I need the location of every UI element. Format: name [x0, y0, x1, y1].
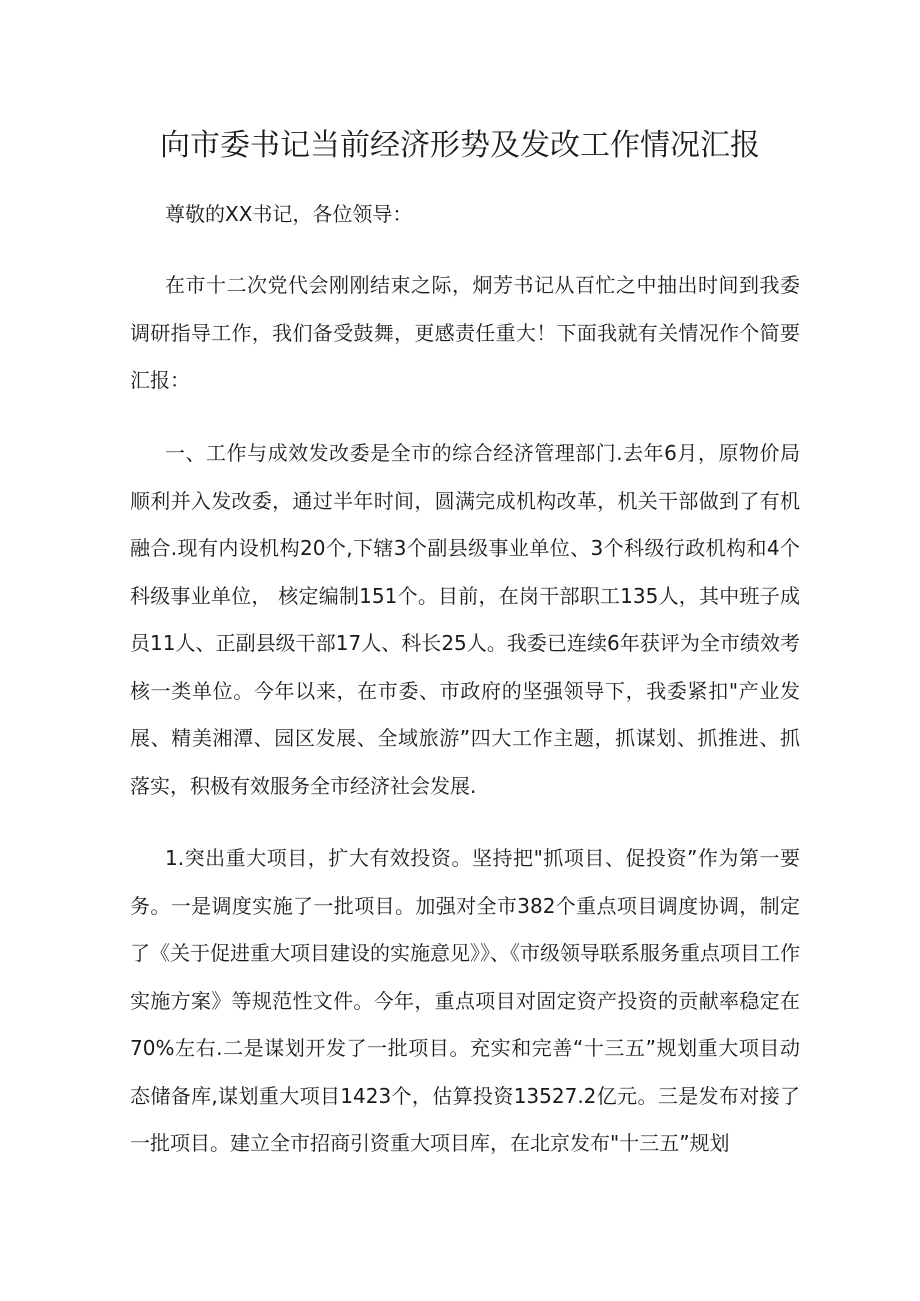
paragraph-intro: 在市十二次党代会刚刚结束之际，炯芳书记从百忙之中抽出时间到我委调研指导工作，我们备受鼓舞，更感责任重大！下面我就有关情况作个简要汇报：	[130, 273, 800, 392]
document-title: 向市委书记当前经济形势及发改工作情况汇报	[160, 128, 760, 163]
paragraph-major-projects: 1.突出重大项目，扩大有效投资。坚持把"抓项目、促投资”作为第一要务。一是调度实施了一批项目。加强对全市382个重点项目调度协调，制定了《关于促进重大项目建设的实施意见》》、《市级领导联系服务重点项目工作实施方案》等规范性文件。今年，重点项目对固定资产投资的贡献率稳定在70%左右.二是谋划开发了一批项目。充实和完善“十三五”规划重大项目动态储备库,谋划重大项目1423个，估算投资13527.2亿元。三是发布对接了一批项目。建立全市招商引资重大项目库，在北京发布"十三五”规划	[130, 846, 800, 1155]
paragraph-work-results: 一、工作与成效发改委是全市的综合经济管理部门.去年6月，原物价局顺利并入发改委，通过半年时间，圆满完成机构改革，机关干部做到了有机融合.现有内设机构20个,下辖3个副县级事业单位、3个科级行政机构和4个科级事业单位， 核定编制151个。目前，在岗干部职工135人，其中班子成员11人、正副县级干部17人、科长25人。我委已连续6年获评为全市绩效考核一类单位。今年以来，在市委、市政府的坚强领导下，我委紧扣"产业发展、精美湘潭、园区发展、全域旅游”四大工作主题，抓谋划、抓推进、抓落实，积极有效服务全市经济社会发展.	[130, 441, 800, 798]
salutation: 尊敬的XX书记，各位领导：	[165, 202, 413, 226]
